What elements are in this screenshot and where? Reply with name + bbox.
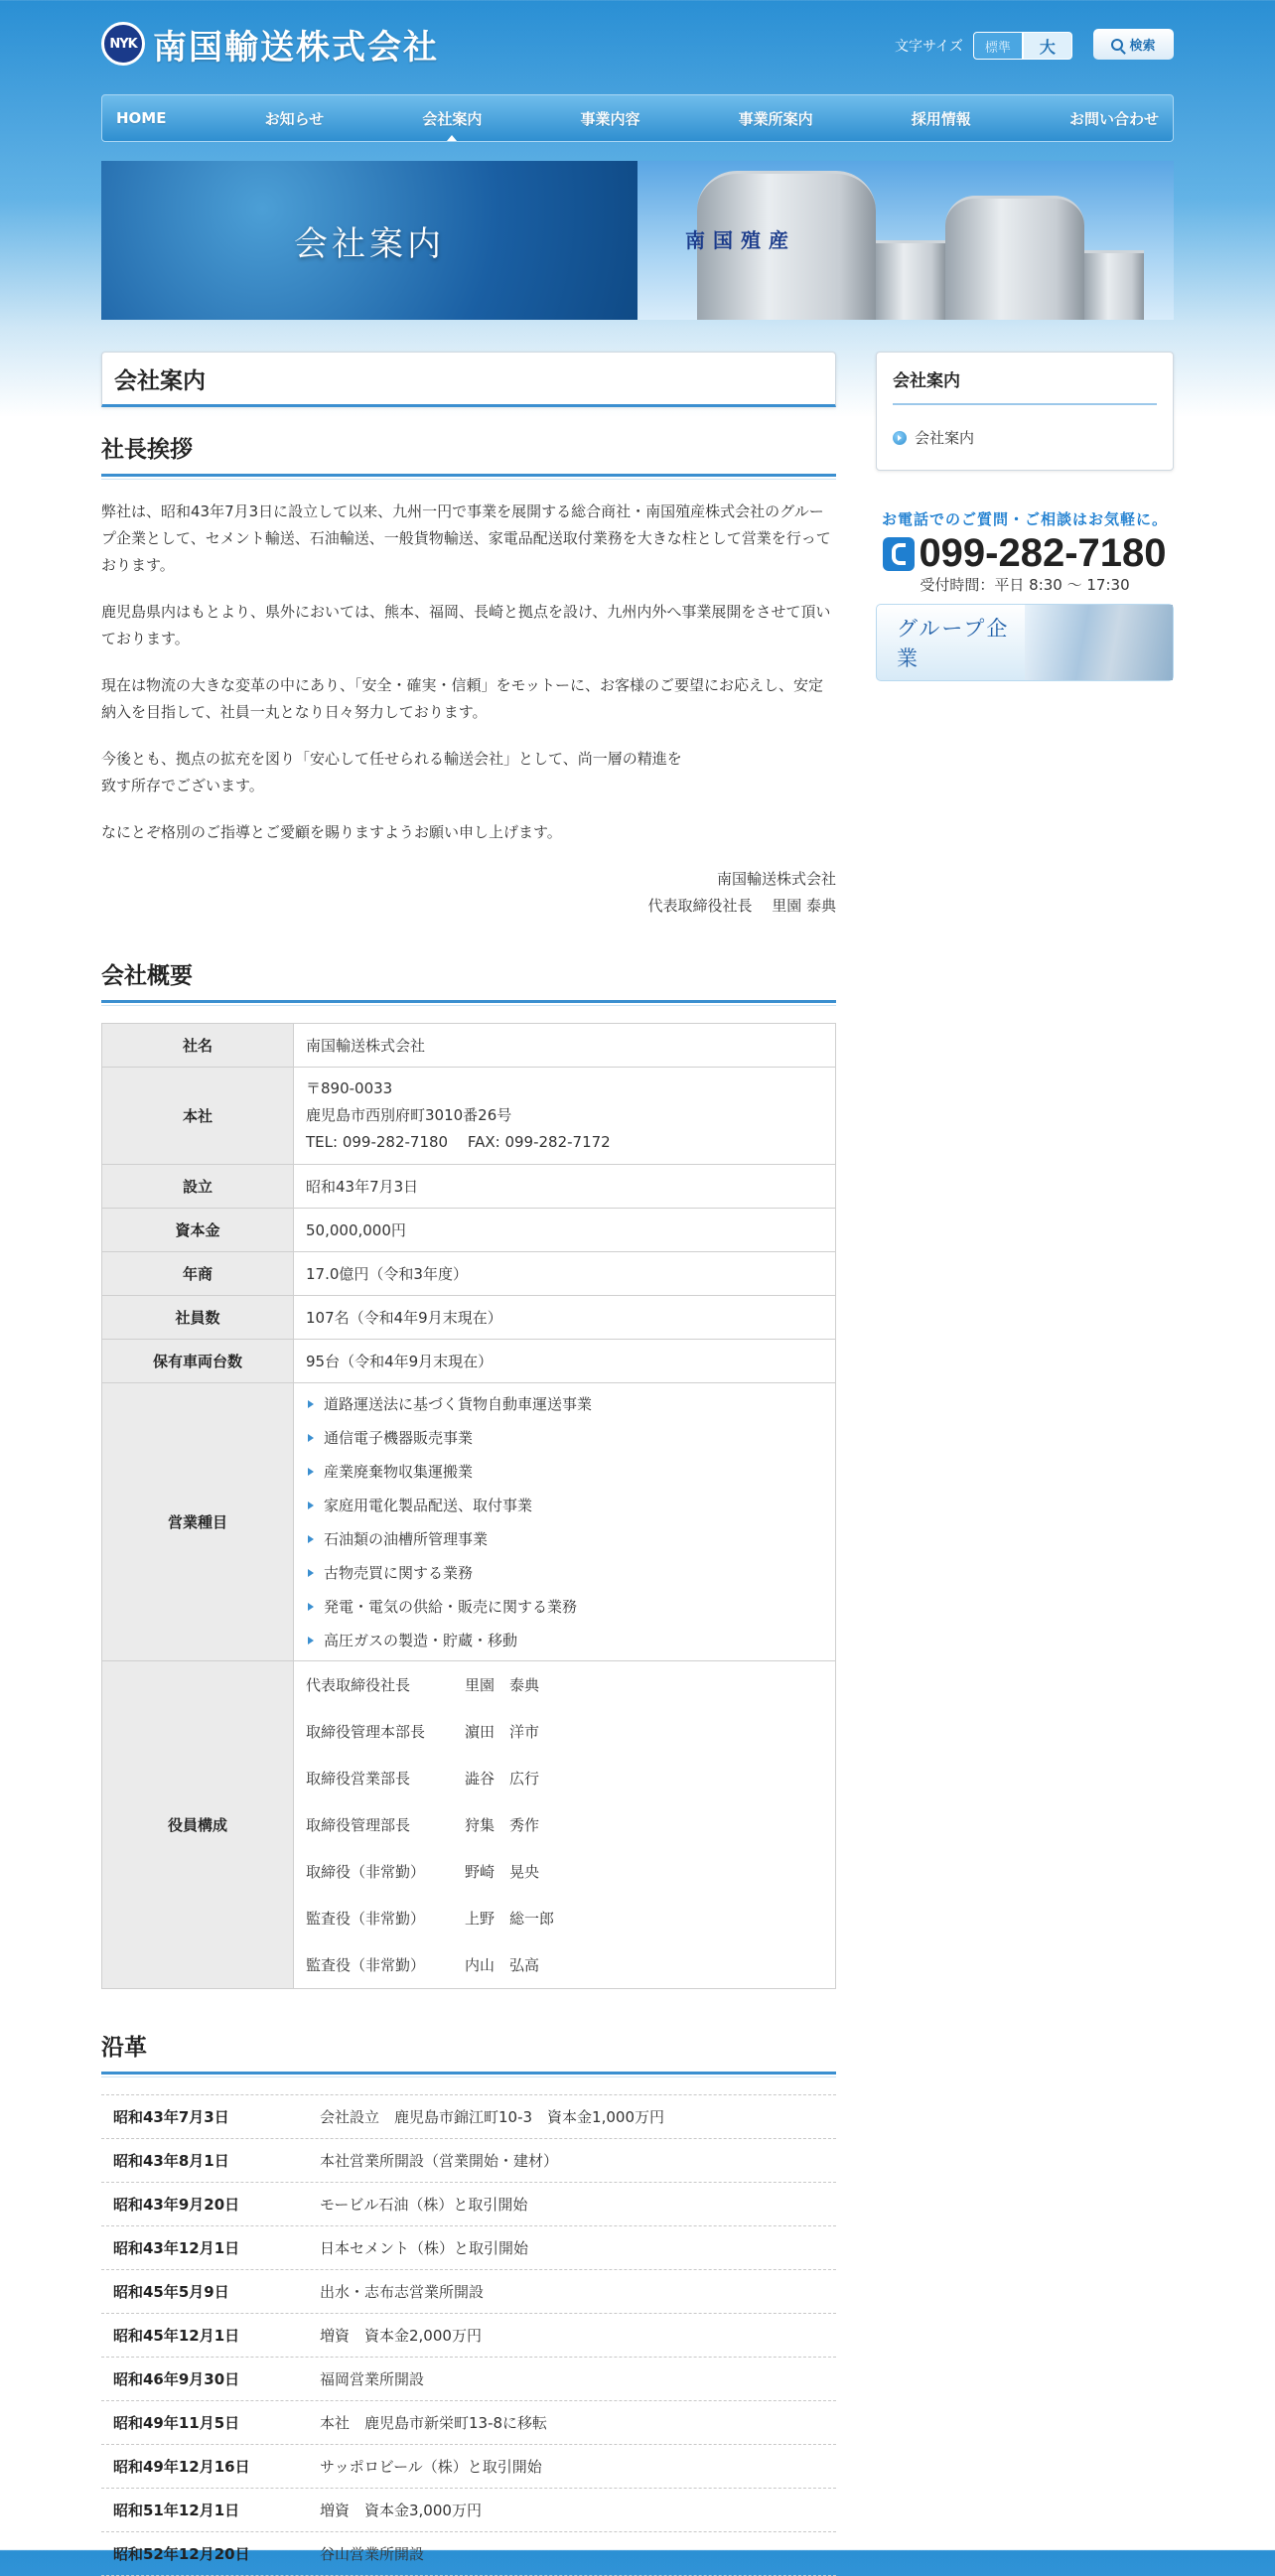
- history-date: 昭和43年9月20日: [113, 2196, 240, 2214]
- phone-contact-banner[interactable]: [876, 508, 1174, 595]
- history-date: 昭和46年9月30日: [113, 2370, 240, 2388]
- history-row: [101, 2532, 836, 2576]
- list-item: 道路運送法に基づく貨物自動車運送事業: [294, 1387, 835, 1421]
- global-nav: [101, 94, 1174, 142]
- history-event: 本社 鹿児島市新栄町13-8に移転: [320, 2414, 548, 2432]
- table-row: [102, 1340, 836, 1383]
- tank-lettering: 南国殖産: [685, 228, 796, 252]
- company-name-logo: 南国輸送株式会社: [153, 27, 439, 68]
- nav-recruit[interactable]: 採用情報: [911, 109, 971, 128]
- history-date: 昭和52年12月20日: [113, 2545, 250, 2563]
- phone-lead-text: お電話でのご質問・ご相談はお気軽に。: [881, 510, 1168, 528]
- history-event: 増資 資本金3,000万円: [320, 2502, 482, 2519]
- history-row: [101, 2139, 836, 2183]
- search-label: 検索: [1129, 39, 1156, 54]
- list-item: 高圧ガスの製造・貯蔵・移動: [294, 1624, 835, 1657]
- font-size-large-button[interactable]: 大: [1023, 32, 1072, 60]
- row-value: 17.0億円（令和3年度）: [294, 1252, 836, 1296]
- nav-contact[interactable]: お問い合わせ: [1068, 109, 1159, 128]
- officer-title: 取締役管理部長: [306, 1816, 411, 1834]
- hq-postal: 〒890-0033: [306, 1079, 393, 1097]
- officer-title: 取締役管理本部長: [306, 1723, 426, 1741]
- officer-name: 里園 泰典: [465, 1676, 540, 1694]
- list-item: 発電・電気の供給・販売に関する業務: [294, 1590, 835, 1624]
- history-date: 昭和43年7月3日: [113, 2108, 229, 2126]
- table-row: [102, 1209, 836, 1252]
- reception-hours: 受付時間：平日 8:30 ～ 17:30: [920, 576, 1130, 594]
- history-event: 本社営業所開設（営業開始・建材）: [320, 2152, 559, 2170]
- officer-name: 内山 弘高: [465, 1956, 540, 1974]
- main-content: [101, 352, 836, 2576]
- row-value: [294, 1383, 836, 1661]
- history-event: 福岡営業所開設: [320, 2370, 425, 2388]
- history-event: 出水・志布志営業所開設: [320, 2283, 485, 2301]
- row-value: 95台（令和4年9月末現在）: [294, 1340, 836, 1383]
- row-value: 南国輸送株式会社: [294, 1024, 836, 1068]
- history-date: 昭和43年8月1日: [113, 2152, 229, 2170]
- officer-row: [306, 1941, 823, 1988]
- font-size-label: 文字サイズ: [895, 39, 963, 55]
- history-date: 昭和43年12月1日: [113, 2239, 240, 2257]
- row-value: [294, 1068, 836, 1165]
- row-value: 107名（令和4年9月末現在）: [294, 1296, 836, 1340]
- history-date: 昭和49年12月16日: [113, 2458, 250, 2476]
- list-item: 通信電子機器販売事業: [294, 1421, 835, 1455]
- history-event: サッポロビール（株）と取引開始: [320, 2458, 542, 2476]
- history-row: [101, 2095, 836, 2139]
- font-size-standard-button[interactable]: 標準: [973, 32, 1023, 60]
- row-value: 昭和43年7月3日: [294, 1165, 836, 1209]
- table-row: [102, 1165, 836, 1209]
- group-companies-banner[interactable]: [876, 604, 1174, 681]
- officer-title: 取締役営業部長: [306, 1770, 411, 1788]
- sidebar-item-label: 会社案内: [915, 429, 975, 447]
- phone-icon: [883, 537, 915, 571]
- row-label: 社名: [102, 1024, 294, 1068]
- officer-name: 澁谷 広行: [465, 1770, 540, 1788]
- officer-title: 代表取締役社長: [306, 1676, 411, 1694]
- page-banner: [101, 161, 1174, 320]
- nav-company[interactable]: 会社案内: [422, 109, 483, 128]
- officer-name: 野崎 晃央: [465, 1863, 540, 1881]
- phone-row: [876, 531, 1174, 576]
- greeting-paragraph: 弊社は、昭和43年7月3日に設立して以来、九州一円で事業を展開する総合商社・南国殖産株式会社のグループ企業として、セメント輸送、石油輸送、一般貨物輸送、家電品配送取付業務を大きな柱として営業を行っております。: [101, 502, 831, 574]
- business-list: [294, 1387, 835, 1657]
- hq-tel-fax: TEL: 099-282-7180 FAX: 099-282-7172: [306, 1133, 611, 1151]
- officer-row: [306, 1895, 823, 1941]
- officer-name: 濵田 洋市: [465, 1723, 540, 1741]
- list-item: 産業廃棄物収集運搬業: [294, 1455, 835, 1489]
- history-date: 昭和49年11月5日: [113, 2414, 240, 2432]
- sidebar-menu: [876, 352, 1174, 471]
- row-label: 保有車両台数: [102, 1340, 294, 1383]
- banner-title-panel: [101, 161, 638, 320]
- history-event: 増資 資本金2,000万円: [320, 2327, 482, 2345]
- row-label: 本社: [102, 1068, 294, 1165]
- warehouse-image: [1025, 605, 1173, 680]
- history-event: 谷山営業所開設: [320, 2545, 425, 2563]
- history-row: [101, 2270, 836, 2314]
- officer-row: [306, 1661, 823, 1708]
- row-label: 資本金: [102, 1209, 294, 1252]
- table-row: [102, 1383, 836, 1661]
- overview-heading: 会社概要: [101, 957, 836, 1003]
- banner-title: 会社案内: [294, 223, 445, 264]
- history-event: 会社設立 鹿児島市錦江町10-3 資本金1,000万円: [320, 2108, 664, 2126]
- company-overview-table: [101, 1023, 836, 1989]
- row-label: 営業種目: [102, 1383, 294, 1661]
- group-companies-label: グループ企業: [897, 617, 1010, 670]
- nav-offices[interactable]: 事業所案内: [738, 109, 813, 128]
- table-row: [102, 1296, 836, 1340]
- officer-row: [306, 1755, 823, 1801]
- history-row: [101, 2183, 836, 2226]
- list-item: 古物売買に関する業務: [294, 1556, 835, 1590]
- history-row: [101, 2226, 836, 2270]
- history-heading: 沿革: [101, 2029, 836, 2075]
- officer-title: 監査役（非常勤）: [306, 1956, 426, 1974]
- officer-name: 狩集 秀作: [465, 1816, 540, 1834]
- row-label: 役員構成: [102, 1661, 294, 1989]
- officer-row: [306, 1848, 823, 1895]
- greeting-signature: [101, 866, 836, 920]
- history-row: [101, 2445, 836, 2489]
- table-row: [102, 1068, 836, 1165]
- history-event: モービル石油（株）と取引開始: [320, 2196, 528, 2214]
- sidebar-item-company[interactable]: [893, 427, 1157, 448]
- officer-title: 取締役（非常勤）: [306, 1863, 426, 1881]
- row-label: 設立: [102, 1165, 294, 1209]
- search-icon: [1111, 39, 1123, 51]
- list-item: 家庭用電化製品配送、取付事業: [294, 1489, 835, 1522]
- sidebar-title: 会社案内: [893, 366, 1157, 405]
- hq-address: 鹿児島市西別府町3010番26号: [306, 1106, 512, 1124]
- history-row: [101, 2489, 836, 2532]
- greeting-paragraph: 今後とも、拠点の拡充を図り「安心して任せられる輸送会社」として、尚一層の精進を 致す所存でございます。: [101, 750, 682, 794]
- greeting-heading: 社長挨拶: [101, 431, 836, 477]
- nav-home[interactable]: HOME: [116, 109, 167, 127]
- list-item: 石油類の油槽所管理事業: [294, 1522, 835, 1556]
- row-label: 社員数: [102, 1296, 294, 1340]
- history-row: [101, 2358, 836, 2401]
- nav-business[interactable]: 事業内容: [580, 109, 640, 128]
- row-value: 50,000,000円: [294, 1209, 836, 1252]
- officer-title: 監査役（非常勤）: [306, 1910, 426, 1928]
- greeting-paragraph: なにとぞ格別のご指導とご愛顧を賜りますようお願い申し上げます。: [101, 823, 562, 841]
- greeting-paragraph: 鹿児島県内はもとより、県外においては、熊本、福岡、長崎と拠点を設け、九州内外へ事業展開をさせて頂いております。: [101, 603, 831, 647]
- history-row: [101, 2401, 836, 2445]
- company-emblem-icon: NYK: [101, 22, 145, 66]
- history-list: [101, 2094, 836, 2576]
- history-date: 昭和45年5月9日: [113, 2283, 229, 2301]
- signature-company: 南国輸送株式会社: [716, 870, 836, 888]
- history-date: 昭和45年12月1日: [113, 2327, 240, 2345]
- signature-person: 代表取締役社長 里園 泰典: [647, 897, 836, 915]
- table-row: [102, 1661, 836, 1989]
- page-title: 会社案内: [101, 352, 836, 407]
- site-logo[interactable]: [101, 20, 439, 68]
- font-size-switcher: [895, 32, 1072, 60]
- officer-row: [306, 1708, 823, 1755]
- row-value: [294, 1661, 836, 1989]
- oil-tanks-image: [638, 161, 1174, 320]
- officer-name: 上野 総一郎: [465, 1910, 555, 1928]
- officer-row: [306, 1801, 823, 1848]
- history-row: [101, 2314, 836, 2358]
- greeting-paragraph: 現在は物流の大きな変革の中にあり、「安全・確実・信頼」をモットーに、お客様のご要望にお応えし、安定納入を目指して、社員一丸となり日々努力しております。: [101, 676, 824, 721]
- history-date: 昭和51年12月1日: [113, 2502, 240, 2519]
- arrow-bullet-icon: [893, 431, 907, 445]
- nav-news[interactable]: お知らせ: [264, 109, 325, 128]
- search-button[interactable]: [1093, 29, 1174, 60]
- phone-number: 099-282-7180: [919, 531, 1167, 575]
- history-event: 日本セメント（株）と取引開始: [320, 2239, 529, 2257]
- table-row: [102, 1252, 836, 1296]
- table-row: [102, 1024, 836, 1068]
- row-label: 年商: [102, 1252, 294, 1296]
